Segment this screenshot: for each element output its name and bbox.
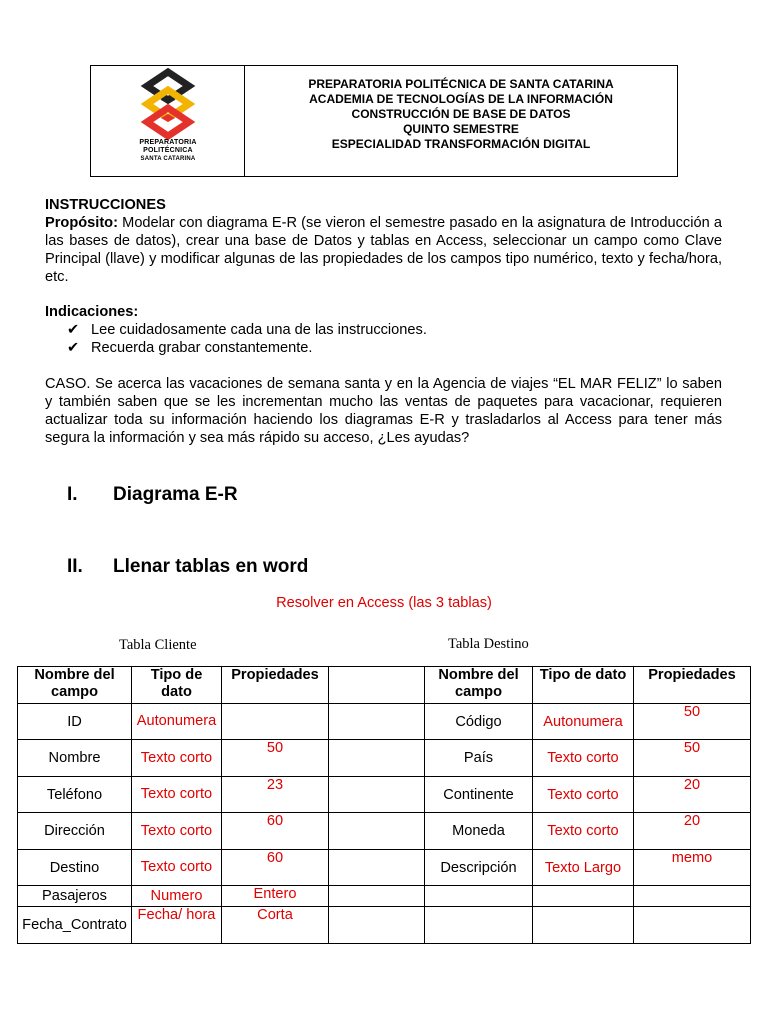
properties-cell: 50 xyxy=(634,740,751,777)
header-title xyxy=(245,66,677,176)
column-header: Nombre del campo xyxy=(18,667,132,704)
column-header: Propiedades xyxy=(634,667,751,704)
section-title: Diagrama E-R xyxy=(113,484,238,505)
data-type-cell: Numero xyxy=(132,886,222,907)
spacer-cell xyxy=(329,850,425,886)
spacer-cell xyxy=(329,667,425,704)
table-caption-destino: Tabla Destino xyxy=(448,636,529,652)
instructions-block xyxy=(45,196,722,447)
properties-cell: 60 xyxy=(222,850,329,886)
data-type-cell: Autonumera xyxy=(533,704,634,740)
field-name-cell: Dirección xyxy=(18,813,132,850)
table-row xyxy=(18,704,751,740)
data-type-cell: Texto corto xyxy=(533,813,634,850)
document-header xyxy=(90,65,678,177)
table-row xyxy=(18,777,751,813)
table-caption-cliente: Tabla Cliente xyxy=(119,637,197,653)
table-row xyxy=(18,740,751,777)
table-row xyxy=(18,886,751,907)
logo-emblem-icon xyxy=(125,68,211,144)
data-type-cell: Texto Largo xyxy=(533,850,634,886)
purpose-label: Propósito: xyxy=(45,215,118,231)
spacer-cell xyxy=(329,907,425,944)
section-title: Llenar tablas en word xyxy=(113,556,309,577)
field-name-cell: Nombre xyxy=(18,740,132,777)
properties-cell: Corta xyxy=(222,907,329,944)
properties-cell: memo xyxy=(634,850,751,886)
properties-cell: 20 xyxy=(634,813,751,850)
field-name-cell: Fecha_Contrato xyxy=(18,907,132,944)
field-name-cell xyxy=(425,886,533,907)
data-type-cell xyxy=(533,886,634,907)
field-name-cell: Descripción xyxy=(425,850,533,886)
section-number: I. xyxy=(67,484,78,505)
header-title-line: PREPARATORIA POLITÉCNICA DE SANTA CATARINA xyxy=(308,76,614,91)
field-name-cell: Moneda xyxy=(425,813,533,850)
checkmark-icon: ✔ xyxy=(67,322,80,338)
indications-heading: Indicaciones: xyxy=(45,304,139,320)
field-name-cell xyxy=(425,907,533,944)
table-row xyxy=(18,813,751,850)
logo-text-line: POLITÉCNICA xyxy=(143,147,193,154)
data-type-cell: Fecha/ hora xyxy=(132,907,222,944)
spacer-cell xyxy=(329,704,425,740)
checkmark-icon: ✔ xyxy=(67,340,80,356)
spacer-cell xyxy=(329,886,425,907)
header-title-line: ESPECIALIDAD TRANSFORMACIÓN DIGITAL xyxy=(331,136,591,151)
column-header: Tipo de dato xyxy=(132,667,222,704)
column-header: Propiedades xyxy=(222,667,329,704)
data-type-cell: Texto corto xyxy=(132,777,222,813)
data-type-cell: Autonumera xyxy=(132,704,222,740)
list-item xyxy=(67,339,722,357)
purpose-paragraph xyxy=(45,214,722,286)
properties-cell: 50 xyxy=(634,704,751,740)
properties-cell: 50 xyxy=(222,740,329,777)
purpose-text: Modelar con diagrama E-R (se vieron el semestre pasado en la asignatura de Introducción a las bases de datos), crear una base de Datos y tablas en Access, seleccionar un campo como Clave Principal (llave) y modificar algunas de las propiedades de los campos tipo numérico, texto y fecha/hora, etc. xyxy=(45,215,722,285)
field-name-cell: ID xyxy=(18,704,132,740)
spacer-cell xyxy=(329,777,425,813)
list-item-text: Lee cuidadosamente cada una de las instrucciones. xyxy=(91,322,427,338)
data-type-cell: Texto corto xyxy=(533,777,634,813)
table-row xyxy=(18,907,751,944)
spacer-cell xyxy=(329,813,425,850)
data-type-cell xyxy=(533,907,634,944)
data-type-cell: Texto corto xyxy=(132,740,222,777)
list-item xyxy=(67,321,722,339)
column-header: Nombre del campo xyxy=(425,667,533,704)
data-tables xyxy=(17,666,751,944)
data-type-cell: Texto corto xyxy=(533,740,634,777)
list-item-text: Recuerda grabar constantemente. xyxy=(91,340,313,356)
instructions-heading: INSTRUCCIONES xyxy=(45,197,166,213)
properties-cell xyxy=(634,907,751,944)
table-header-row xyxy=(18,667,751,704)
properties-cell xyxy=(634,886,751,907)
indications-list xyxy=(45,321,722,357)
header-title-line: QUINTO SEMESTRE xyxy=(403,121,519,136)
logo-text-line: PREPARATORIA xyxy=(139,139,197,146)
table-row xyxy=(18,850,751,886)
properties-cell: 20 xyxy=(634,777,751,813)
field-name-cell: Código xyxy=(425,704,533,740)
field-name-cell: Pasajeros xyxy=(18,886,132,907)
spacer-cell xyxy=(329,740,425,777)
field-name-cell: Continente xyxy=(425,777,533,813)
logo-text-line: SANTA CATARINA xyxy=(140,156,196,162)
properties-cell xyxy=(222,704,329,740)
resolve-note: Resolver en Access (las 3 tablas) xyxy=(276,595,492,611)
data-type-cell: Texto corto xyxy=(132,850,222,886)
field-name-cell: Destino xyxy=(18,850,132,886)
properties-cell: Entero xyxy=(222,886,329,907)
field-name-cell: País xyxy=(425,740,533,777)
data-type-cell: Texto corto xyxy=(132,813,222,850)
header-title-line: ACADEMIA DE TECNOLOGÍAS DE LA INFORMACIÓN xyxy=(309,91,613,106)
case-paragraph: CASO. Se acerca las vacaciones de semana santa y en la Agencia de viajes “EL MAR FELIZ” lo saben y también saben que se les incrementan mucho las ventas de paquetes para vacacionar, requieren actualizar toda su información haciendo los diagramas E-R y trasladarlos al Access para tener más segura la información y sea más rápido su acceso, ¿Les ayudas? xyxy=(45,376,722,446)
header-title-line: CONSTRUCCIÓN DE BASE DE DATOS xyxy=(351,106,571,121)
section-heading xyxy=(67,484,238,506)
properties-cell: 23 xyxy=(222,777,329,813)
section-number: II. xyxy=(67,556,83,577)
field-name-cell: Teléfono xyxy=(18,777,132,813)
school-logo xyxy=(91,66,245,176)
column-header: Tipo de dato xyxy=(533,667,634,704)
properties-cell: 60 xyxy=(222,813,329,850)
section-heading xyxy=(67,556,308,578)
